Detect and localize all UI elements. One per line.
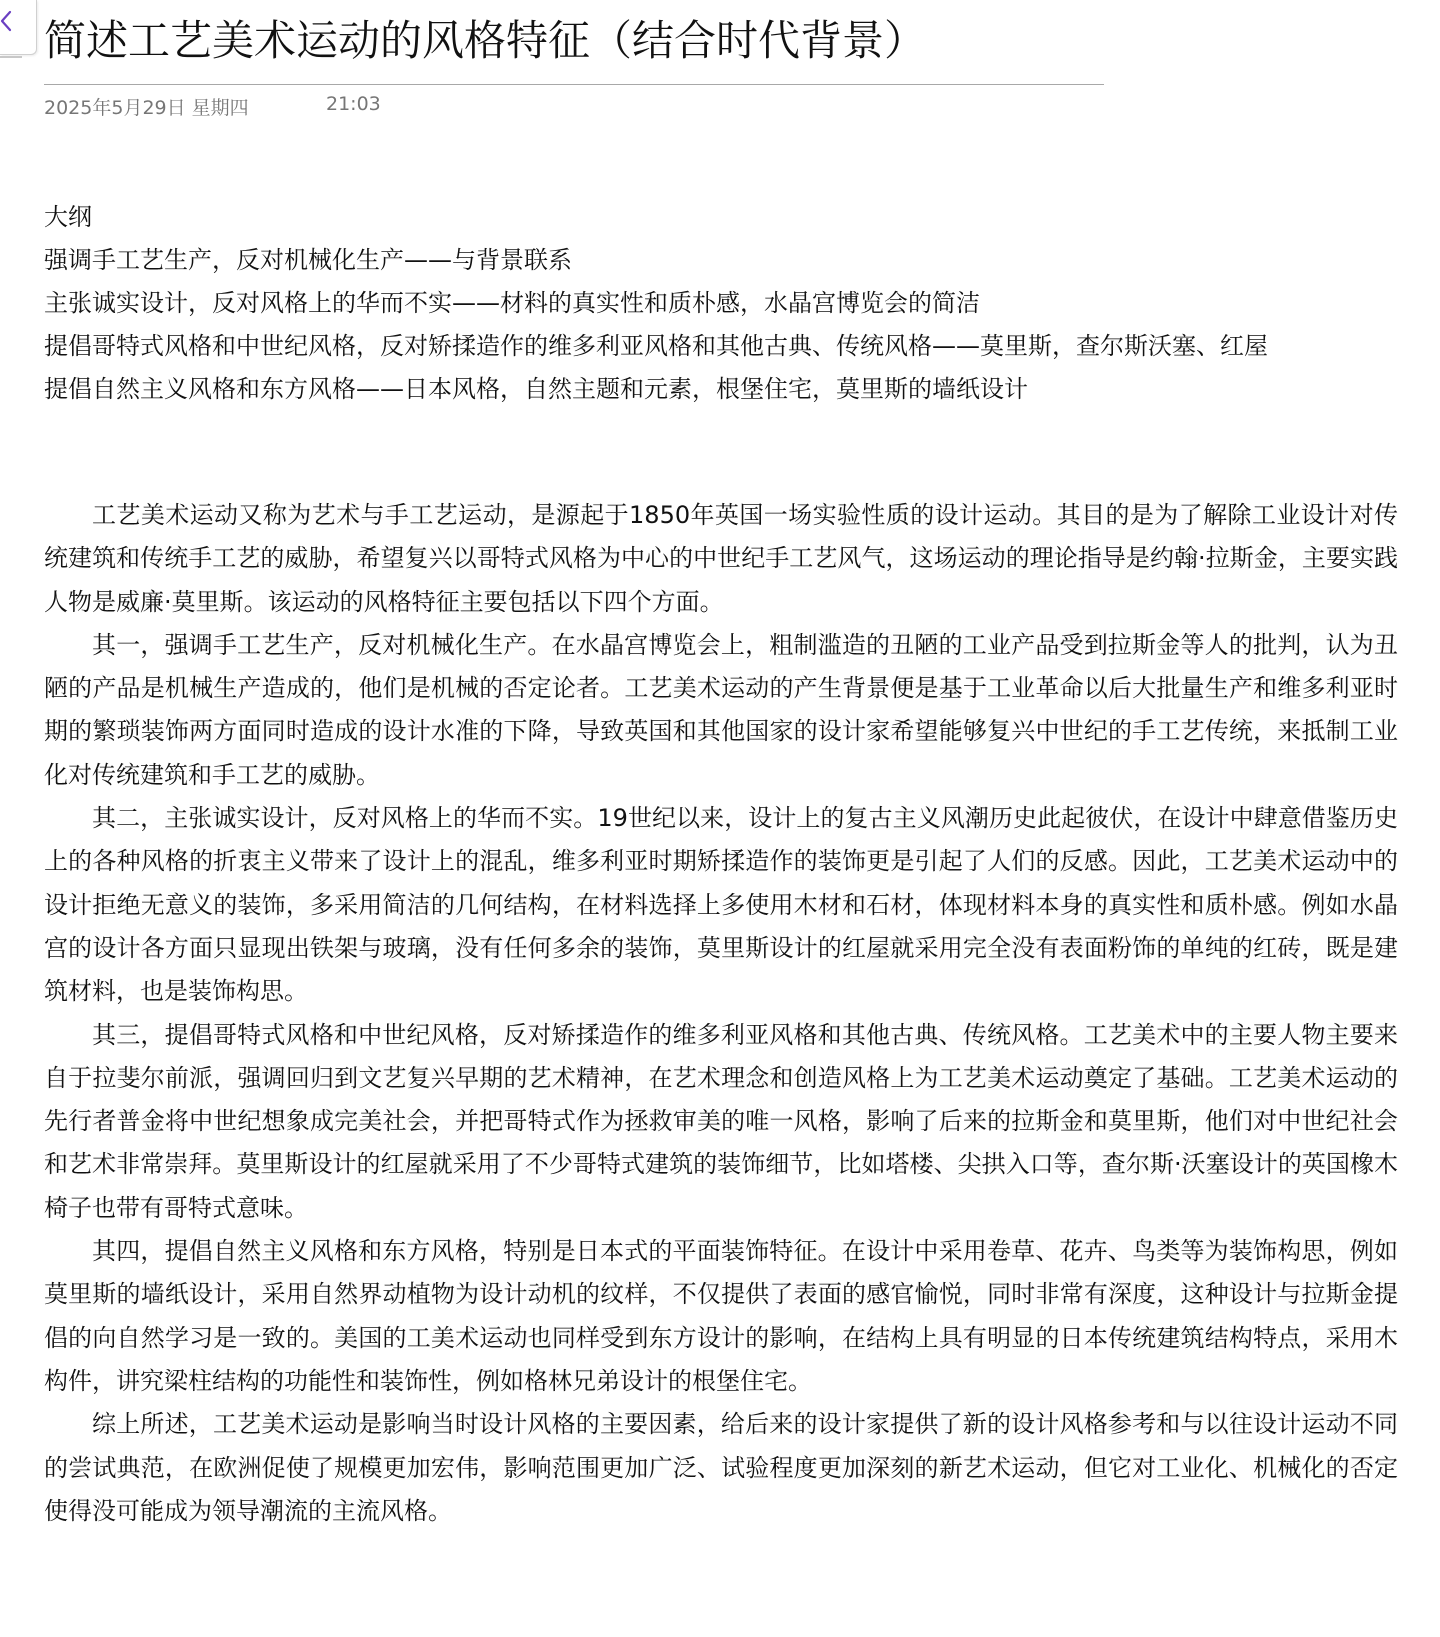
body-paragraph: 综上所述，工艺美术运动是影响当时设计风格的主要因素，给后来的设计家提供了新的设计风格参考和与以往设计运动不同的尝试典范，在欧洲促使了规模更加宏伟，影响范围更加广泛、试验程度更加深刻的新艺术运动，但它对工业化、机械化的否定使得没可能成为领导潮流的主流风格。: [44, 1410, 1398, 1525]
body-paragraph: 其一，强调手工艺生产，反对机械化生产。在水晶宫博览会上，粗制滥造的丑陋的工业产品受到拉斯金等人的批判，认为丑陋的产品是机械生产造成的，他们是机械的否定论者。工艺美术运动的产生背景便是基于工业革命以后大批量生产和维多利亚时期的繁琐装饰两方面同时造成的设计水准的下降，导致英国和其他国家的设计家希望能够复兴中世纪的手工艺传统，来抵制工业化对传统建筑和手工艺的威胁。: [44, 630, 1398, 789]
back-button[interactable]: [0, 0, 37, 55]
page-title[interactable]: 简述工艺美术运动的风格特征（结合时代背景）: [44, 16, 927, 65]
chevron-left-icon: [0, 6, 14, 36]
body-paragraph: 其三，提倡哥特式风格和中世纪风格，反对矫揉造作的维多利亚风格和其他古典、传统风格。工艺美术中的主要人物主要来自于拉斐尔前派，强调回归到文艺复兴早期的艺术精神，在艺术理念和创造风格上为工艺美术运动奠定了基础。工艺美术运动的先行者普金将中世纪想象成完美社会，并把哥特式作为拯救审美的唯一风格，影响了后来的拉斯金和莫里斯，他们对中世纪社会和艺术非常崇拜。莫里斯设计的红屋就采用了不少哥特式建筑的装饰细节，比如塔楼、尖拱入口等，查尔斯·沃塞设计的英国橡木椅子也带有哥特式意味。: [44, 1020, 1398, 1222]
outline-heading: 大纲: [44, 203, 92, 231]
body-paragraph: 工艺美术运动又称为艺术与手工艺运动，是源起于1850年英国一场实验性质的设计运动。其目的是为了解除工业设计对传统建筑和传统手工艺的威胁，希望复兴以哥特式风格为中心的中世纪手工艺风气，这场运动的理论指导是约翰·拉斯金，主要实践人物是威廉·莫里斯。该运动的风格特征主要包括以下四个方面。: [44, 501, 1398, 616]
outline-item: 主张诚实设计，反对风格上的华而不实——材料的真实性和质朴感，水晶宫博览会的简洁: [44, 289, 980, 317]
body-paragraph: 其二，主张诚实设计，反对风格上的华而不实。19世纪以来，设计上的复古主义风潮历史此起彼伏，在设计中肆意借鉴历史上的各种风格的折衷主义带来了设计上的混乱，维多利亚时期矫揉造作的装饰更是引起了人们的反感。因此，工艺美术运动中的设计拒绝无意义的装饰，多采用简洁的几何结构，在材料选择上多使用木材和石材，体现材料本身的真实性和质朴感。例如水晶宫的设计各方面只显现出铁架与玻璃，没有任何多余的装饰，莫里斯设计的红屋就采用完全没有表面粉饰的单纯的红砖，既是建筑材料，也是装饰构思。: [44, 804, 1398, 1006]
outline-item: 提倡自然主义风格和东方风格——日本风格，自然主题和元素，根堡住宅，莫里斯的墙纸设计: [44, 375, 1028, 403]
note-time: 21:03: [326, 93, 381, 115]
body-paragraph: 其四，提倡自然主义风格和东方风格，特别是日本式的平面装饰特征。在设计中采用卷草、花卉、鸟类等为装饰构思，例如莫里斯的墙纸设计，采用自然界动植物为设计动机的纹样，不仅提供了表面的感官愉悦，同时非常有深度，这种设计与拉斯金提倡的向自然学习是一致的。美国的工美术运动也同样受到东方设计的影响，在结构上具有明显的日本传统建筑结构特点，采用木构件，讲究梁柱结构的功能性和装饰性，例如格林兄弟设计的根堡住宅。: [44, 1237, 1398, 1395]
corner-divider: [0, 56, 22, 58]
outline-item: 提倡哥特式风格和中世纪风格，反对矫揉造作的维多利亚风格和其他古典、传统风格——莫里斯，查尔斯沃塞、红屋: [44, 332, 1268, 360]
outline-section[interactable]: [44, 196, 1404, 411]
outline-item: 强调手工艺生产，反对机械化生产——与背景联系: [44, 246, 572, 274]
note-date: 2025年5月29日 星期四: [44, 97, 249, 119]
title-underline: [44, 84, 1104, 85]
note-body[interactable]: [44, 494, 1398, 1533]
